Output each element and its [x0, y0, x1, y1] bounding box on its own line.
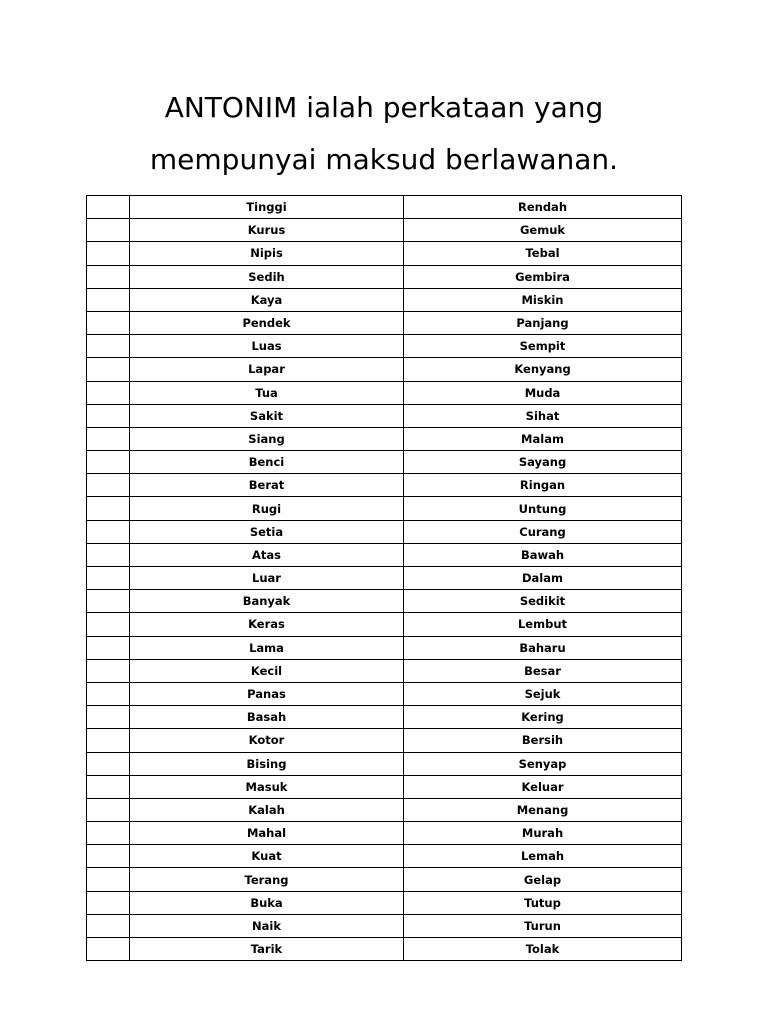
table-row	[87, 868, 682, 891]
table-row	[87, 543, 682, 566]
word-cell: Kuat	[130, 845, 404, 868]
row-number-cell	[87, 265, 130, 288]
table-row	[87, 311, 682, 334]
word-cell: Tinggi	[130, 196, 404, 219]
word-cell: Atas	[130, 543, 404, 566]
row-number-cell	[87, 636, 130, 659]
row-number-cell	[87, 311, 130, 334]
word-cell: Terang	[130, 868, 404, 891]
table-row	[87, 358, 682, 381]
word-cell: Keras	[130, 613, 404, 636]
table-row	[87, 567, 682, 590]
antonym-cell: Kenyang	[404, 358, 682, 381]
table-row	[87, 891, 682, 914]
row-number-cell	[87, 219, 130, 242]
row-number-cell	[87, 335, 130, 358]
table-row	[87, 219, 682, 242]
row-number-cell	[87, 752, 130, 775]
antonym-cell: Dalam	[404, 567, 682, 590]
antonym-cell: Gemuk	[404, 219, 682, 242]
antonym-cell: Untung	[404, 497, 682, 520]
row-number-cell	[87, 845, 130, 868]
antonym-cell: Sejuk	[404, 682, 682, 705]
word-cell: Kotor	[130, 729, 404, 752]
title-line-2: mempunyai maksud berlawanan.	[149, 143, 619, 176]
antonym-cell: Curang	[404, 520, 682, 543]
word-cell: Luas	[130, 335, 404, 358]
table-row	[87, 404, 682, 427]
row-number-cell	[87, 427, 130, 450]
word-cell: Sakit	[130, 404, 404, 427]
table-row	[87, 381, 682, 404]
row-number-cell	[87, 404, 130, 427]
row-number-cell	[87, 381, 130, 404]
word-cell: Basah	[130, 706, 404, 729]
antonym-cell: Bawah	[404, 543, 682, 566]
title-line-1: ANTONIM ialah perkataan yang	[164, 91, 604, 124]
antonym-cell: Lemah	[404, 845, 682, 868]
row-number-cell	[87, 520, 130, 543]
word-cell: Buka	[130, 891, 404, 914]
row-number-cell	[87, 451, 130, 474]
word-cell: Sedih	[130, 265, 404, 288]
word-cell: Rugi	[130, 497, 404, 520]
row-number-cell	[87, 659, 130, 682]
table-row	[87, 613, 682, 636]
word-cell: Benci	[130, 451, 404, 474]
table-row	[87, 822, 682, 845]
row-number-cell	[87, 196, 130, 219]
table-row	[87, 636, 682, 659]
table-row	[87, 497, 682, 520]
table-row	[87, 335, 682, 358]
antonym-cell: Senyap	[404, 752, 682, 775]
row-number-cell	[87, 613, 130, 636]
word-cell: Berat	[130, 474, 404, 497]
antonym-cell: Sedikit	[404, 590, 682, 613]
antonym-cell: Sihat	[404, 404, 682, 427]
page-title	[0, 82, 768, 186]
table-row	[87, 242, 682, 265]
antonym-table-body	[87, 196, 682, 961]
row-number-cell	[87, 242, 130, 265]
table-row	[87, 520, 682, 543]
antonym-cell: Turun	[404, 914, 682, 937]
table-row	[87, 938, 682, 961]
table-row	[87, 196, 682, 219]
row-number-cell	[87, 775, 130, 798]
table-row	[87, 845, 682, 868]
word-cell: Nipis	[130, 242, 404, 265]
antonym-cell: Baharu	[404, 636, 682, 659]
word-cell: Bising	[130, 752, 404, 775]
row-number-cell	[87, 914, 130, 937]
antonym-cell: Bersih	[404, 729, 682, 752]
word-cell: Kurus	[130, 219, 404, 242]
antonym-cell: Rendah	[404, 196, 682, 219]
antonym-cell: Kering	[404, 706, 682, 729]
table-row	[87, 729, 682, 752]
word-cell: Pendek	[130, 311, 404, 334]
row-number-cell	[87, 938, 130, 961]
antonym-cell: Muda	[404, 381, 682, 404]
table-row	[87, 474, 682, 497]
antonym-cell: Lembut	[404, 613, 682, 636]
word-cell: Kecil	[130, 659, 404, 682]
word-cell: Banyak	[130, 590, 404, 613]
word-cell: Lapar	[130, 358, 404, 381]
antonym-cell: Keluar	[404, 775, 682, 798]
antonym-cell: Tolak	[404, 938, 682, 961]
antonym-cell: Tutup	[404, 891, 682, 914]
antonym-cell: Murah	[404, 822, 682, 845]
word-cell: Naik	[130, 914, 404, 937]
word-cell: Lama	[130, 636, 404, 659]
word-cell: Kalah	[130, 798, 404, 821]
row-number-cell	[87, 543, 130, 566]
table-row	[87, 427, 682, 450]
row-number-cell	[87, 474, 130, 497]
row-number-cell	[87, 590, 130, 613]
row-number-cell	[87, 288, 130, 311]
antonym-cell: Gembira	[404, 265, 682, 288]
table-row	[87, 659, 682, 682]
row-number-cell	[87, 567, 130, 590]
antonym-cell: Besar	[404, 659, 682, 682]
row-number-cell	[87, 729, 130, 752]
row-number-cell	[87, 798, 130, 821]
row-number-cell	[87, 706, 130, 729]
row-number-cell	[87, 358, 130, 381]
word-cell: Mahal	[130, 822, 404, 845]
word-cell: Tarik	[130, 938, 404, 961]
word-cell: Kaya	[130, 288, 404, 311]
row-number-cell	[87, 868, 130, 891]
table-row	[87, 752, 682, 775]
table-row	[87, 706, 682, 729]
table-row	[87, 798, 682, 821]
row-number-cell	[87, 822, 130, 845]
table-row	[87, 775, 682, 798]
antonym-cell: Menang	[404, 798, 682, 821]
antonym-cell: Sempit	[404, 335, 682, 358]
antonym-cell: Malam	[404, 427, 682, 450]
word-cell: Panas	[130, 682, 404, 705]
antonym-cell: Sayang	[404, 451, 682, 474]
antonym-cell: Gelap	[404, 868, 682, 891]
word-cell: Luar	[130, 567, 404, 590]
row-number-cell	[87, 891, 130, 914]
antonym-table	[86, 195, 682, 961]
word-cell: Setia	[130, 520, 404, 543]
row-number-cell	[87, 682, 130, 705]
table-row	[87, 590, 682, 613]
table-row	[87, 682, 682, 705]
table-row	[87, 288, 682, 311]
antonym-cell: Panjang	[404, 311, 682, 334]
table-row	[87, 265, 682, 288]
antonym-cell: Tebal	[404, 242, 682, 265]
word-cell: Siang	[130, 427, 404, 450]
antonym-cell: Ringan	[404, 474, 682, 497]
row-number-cell	[87, 497, 130, 520]
word-cell: Tua	[130, 381, 404, 404]
table-row	[87, 451, 682, 474]
word-cell: Masuk	[130, 775, 404, 798]
antonym-cell: Miskin	[404, 288, 682, 311]
table-row	[87, 914, 682, 937]
